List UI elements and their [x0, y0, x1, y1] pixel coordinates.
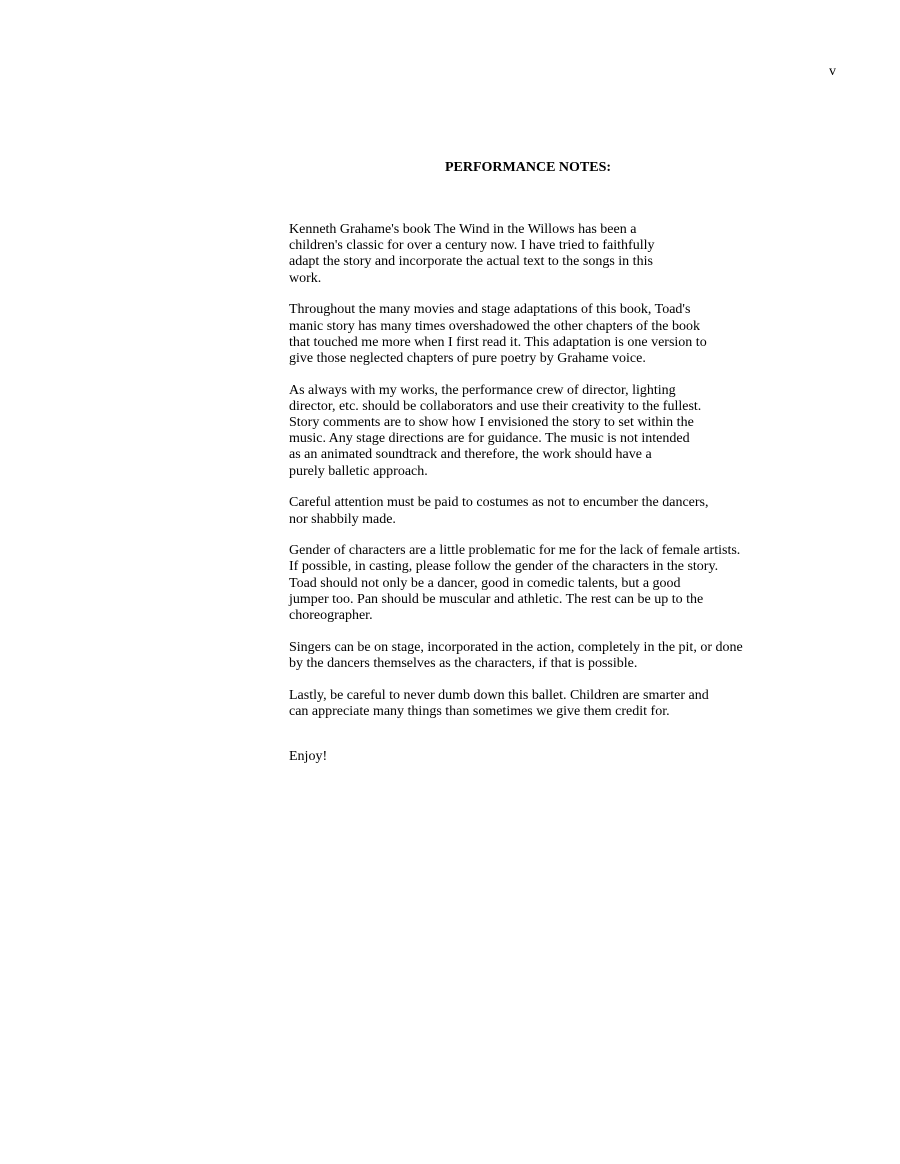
paragraph-5	[289, 543, 759, 624]
text-line: director, etc. should be collaborators and use their creativity to the fullest.	[289, 398, 702, 414]
text-line: Lastly, be careful to never dumb down this ballet. Children are smarter and	[289, 687, 709, 703]
text-line: adapt the story and incorporate the actual text to the songs in this	[289, 254, 653, 270]
text-line: choreographer.	[289, 608, 373, 624]
text-line: Gender of characters are a little problematic for me for the lack of female artists.	[289, 543, 741, 559]
performance-notes-body	[289, 222, 759, 765]
paragraph-7	[289, 688, 759, 720]
text-line: Kenneth Grahame's book The Wind in the Willows has been a	[289, 222, 637, 237]
closing-text: Enjoy!	[289, 749, 328, 765]
paragraph-6	[289, 640, 759, 672]
text-line: Singers can be on stage, incorporated in the action, completely in the pit, or done	[289, 639, 743, 655]
text-line: As always with my works, the performance crew of director, lighting	[289, 382, 676, 398]
text-line: manic story has many times overshadowed the other chapters of the book	[289, 318, 700, 334]
paragraph-2	[289, 302, 759, 367]
text-line: jumper too. Pan should be muscular and athletic. The rest can be up to the	[289, 591, 704, 607]
text-line: by the dancers themselves as the characters, if that is possible.	[289, 655, 638, 671]
text-line: music. Any stage directions are for guidance. The music is not intended	[289, 431, 690, 447]
text-line: as an animated soundtrack and therefore, the work should have a	[289, 447, 652, 463]
text-line: Careful attention must be paid to costumes as not to encumber the dancers,	[289, 495, 709, 511]
paragraph-1	[289, 222, 759, 287]
paragraph-4	[289, 495, 759, 527]
text-line: give those neglected chapters of pure poetry by Grahame voice.	[289, 350, 646, 366]
page-number: v	[829, 64, 836, 79]
text-line: Story comments are to show how I envisioned the story to set within the	[289, 415, 694, 431]
text-line: If possible, in casting, please follow the gender of the characters in the story.	[289, 559, 719, 575]
page-title: PERFORMANCE NOTES:	[444, 160, 612, 175]
text-line: nor shabbily made.	[289, 511, 396, 527]
text-line: that touched me more when I first read it. This adaptation is one version to	[289, 334, 707, 350]
text-line: children's classic for over a century now. I have tried to faithfully	[289, 238, 655, 254]
text-line: Toad should not only be a dancer, good in comedic talents, but a good	[289, 575, 681, 591]
closing-line	[289, 749, 759, 765]
text-line: purely balletic approach.	[289, 463, 428, 479]
paragraph-3	[289, 383, 759, 480]
text-line: Throughout the many movies and stage adaptations of this book, Toad's	[289, 302, 691, 318]
text-line: can appreciate many things than sometimes we give them credit for.	[289, 703, 670, 719]
text-line: work.	[289, 270, 322, 286]
